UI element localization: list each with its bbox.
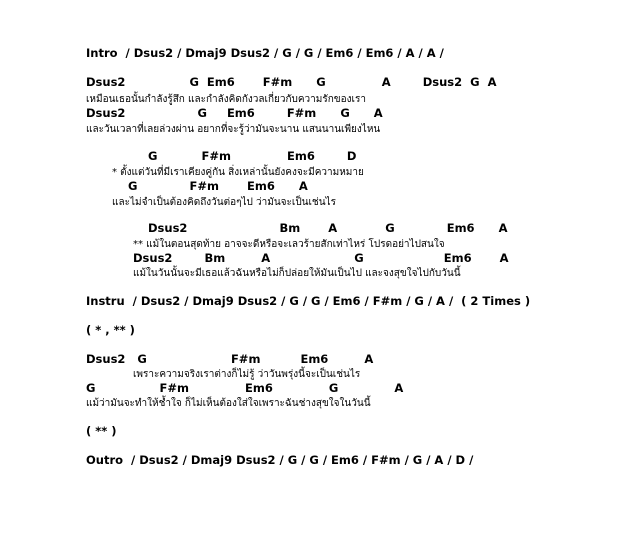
verse1-chords-1: Dsus2 G Em6 F#m G A Dsus2 G A xyxy=(86,75,497,89)
chorus-lyric-2: แม้ในวันนั้นจะมีเธอแล้วฉันหรือไม่ก็ปล่อยให้มันเป็นไป และจงสุขใจไปกับวันนี้ xyxy=(133,268,461,279)
verse2-lyric-1: * ตั้งแต่วันที่มีเราเคียงคู่กัน สิ่งเหล่านั้นยังคงจะมีความหมาย xyxy=(112,167,364,178)
bridge-lyric-2: แม้ว่ามันจะทำให้ช้ำใจ ก็ไม่เห็นต้องใส่ใจเพราะฉันช่างสุขใจในวันนี้ xyxy=(86,398,371,409)
verse2-chords-2: G F#m Em6 A xyxy=(128,179,308,193)
chorus-chords-1: Dsus2 Bm A G Em6 A xyxy=(148,221,508,235)
verse2-chords-1: G F#m Em6 D xyxy=(148,149,357,163)
verse2-lyric-2: และไม่จำเป็นต้องคิดถึงวันต่อๆไป ว่ามันจะเป็นเช่นไร xyxy=(112,197,336,208)
outro-line: Outro / Dsus2 / Dmaj9 Dsus2 / G / G / Em6 / F#m / G / A / D / xyxy=(86,453,474,467)
chorus-chords-2: Dsus2 Bm A G Em6 A xyxy=(133,251,509,265)
chorus-lyric-1: ** แม้ในตอนสุดท้าย อาจจะดีหรือจะเลวร้ายสักเท่าไหร่ โปรดอย่าไปสนใจ xyxy=(133,239,445,250)
repeat-verse-chorus: ( * , ** ) xyxy=(86,323,135,337)
verse1-lyric-2: และวันเวลาที่เลยล่วงผ่าน อยากที่จะรู้ว่ามันจะนาน แสนนานเพียงไหน xyxy=(86,124,381,135)
bridge-chords-2: G F#m Em6 G A xyxy=(86,381,404,395)
intro-line: Intro / Dsus2 / Dmaj9 Dsus2 / G / G / Em6 / Em6 / A / A / xyxy=(86,46,444,60)
instru-line: Instru / Dsus2 / Dmaj9 Dsus2 / G / G / Em6 / F#m / G / A / ( 2 Times ) xyxy=(86,294,531,308)
bridge-chords-1: Dsus2 G F#m Em6 A xyxy=(86,352,374,366)
bridge-lyric-1: เพราะความจริงเราต่างก็ไม่รู้ ว่าวันพรุ่งนี้จะเป็นเช่นไร xyxy=(133,369,361,380)
verse1-chords-2: Dsus2 G Em6 F#m G A xyxy=(86,106,383,120)
verse1-lyric-1: เหมือนเธอนั้นกำลังรู้สึก และกำลังคิดกังวลเกี่ยวกับความรักของเรา xyxy=(86,94,366,105)
repeat-chorus: ( ** ) xyxy=(86,424,117,438)
